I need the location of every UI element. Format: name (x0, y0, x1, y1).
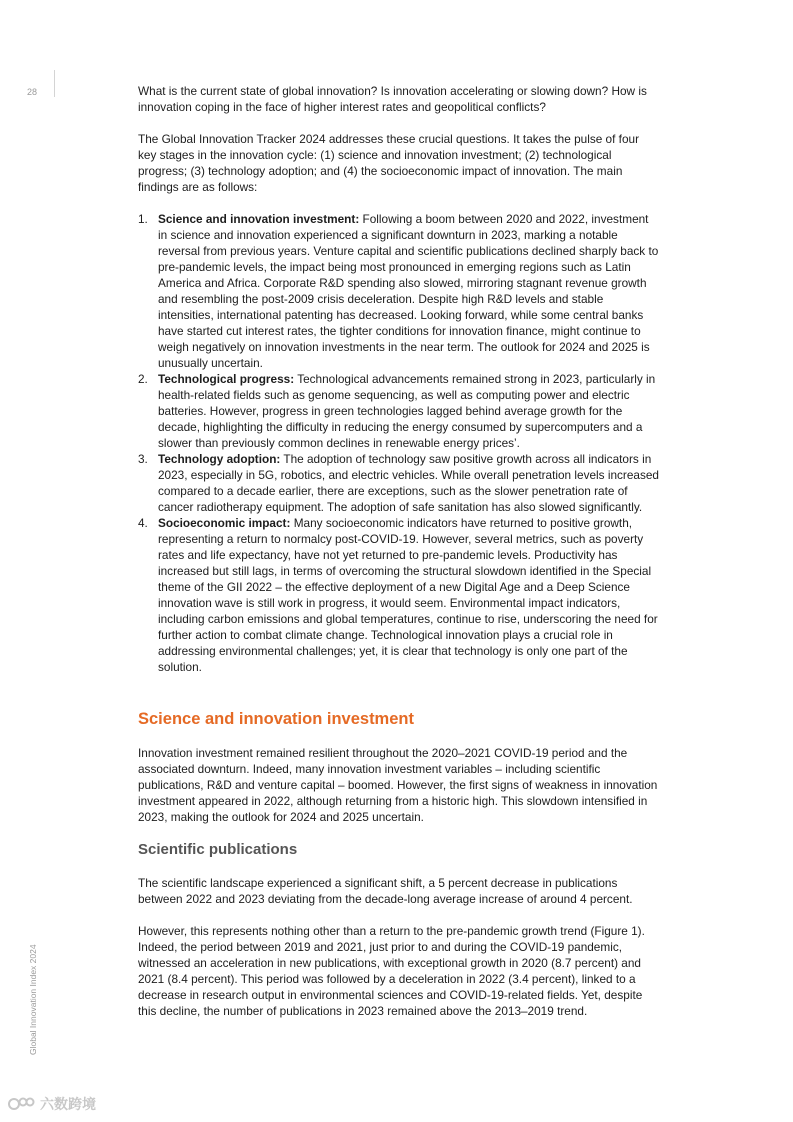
watermark-text: 六数跨境 (40, 1096, 96, 1112)
finding-number: 2. (138, 372, 148, 386)
watermark-logo-icon (8, 1096, 36, 1112)
finding-item (138, 451, 660, 515)
finding-item (138, 371, 660, 451)
finding-item (138, 211, 660, 371)
margin-divider (54, 70, 55, 97)
finding-title: Technological progress: (158, 372, 295, 386)
finding-number: 4. (138, 516, 148, 530)
finding-number: 1. (138, 212, 148, 226)
finding-title: Socioeconomic impact: (158, 516, 291, 530)
finding-title: Science and innovation investment: (158, 212, 360, 226)
main-content (138, 83, 660, 1035)
section-paragraph: Innovation investment remained resilient throughout the 2020–2021 COVID-19 period and the associated downturn. Indeed, many innovation investment variables – including scientific publications, R&D and venture capital – boomed. However, the first signs of weakness in innovation investment appeared in 2022, although returning from a historic high. This slowdown intensified in 2023, making the outlook for 2024 and 2025 uncertain. (138, 746, 658, 824)
finding-title: Technology adoption: (158, 452, 281, 466)
section-heading: Science and innovation investment (138, 710, 414, 728)
subsection-paragraph-2: However, this represents nothing other than a return to the pre-pandemic growth trend (Figure 1). Indeed, the period between 2019 and 2021, just prior to and during the COVID-19 pandemic, witnessed an acceleration in new publications, with exceptional growth in 2020 (8.7 percent) and 2021 (8.4 percent). This period was followed by a deceleration in 2022 (3.4 percent), linked to a decrease in research output in environmental sciences and COVID-19-related fields. Yet, despite this decline, the number of publications in 2023 remained above the 2013–2019 trend. (138, 924, 645, 1018)
findings-list (138, 211, 660, 675)
finding-number: 3. (138, 452, 148, 466)
finding-text: Following a boom between 2020 and 2022, investment in science and innovation experienced a significant downturn in 2023, marking a notable reversal from previous years. Venture capital and scientific publications declined sharply back to pre-pandemic levels, the impact being most pronounced in emerging regions such as Latin America and Africa. Corporate R&D spending also slowed, mirroring stagnant revenue growth and resembling the post-2009 crisis deceleration. Despite high R&D levels and stable intensities, international patenting has decreased. Looking forward, while some central banks have started cut interest rates, the tighter conditions for innovation finance, might continue to weigh negatively on innovation investments in the near term. The outlook for 2024 and 2025 is unusually uncertain. (158, 212, 659, 370)
intro-paragraph-2: The Global Innovation Tracker 2024 addresses these crucial questions. It takes the pulse of four key stages in the innovation cycle: (1) science and innovation investment; (2) technological progress; (3) technology adoption; and (4) the socioeconomic impact of innovation. The main findings are as follows: (138, 132, 639, 194)
finding-text: The adoption of technology saw positive growth across all indicators in 2023, especially in 5G, robotics, and electric vehicles. While overall penetration levels increased compared to a decade earlier, there are exceptions, such as the slower penetration rate of cancer radiotherapy equipment. The adoption of safe sanitation has also slowed significantly. (158, 452, 659, 514)
finding-text: Technological advancements remained strong in 2023, particularly in health-related fields such as genome sequencing, as well as computing power and electric batteries. However, progress in green technologies lagged behind average growth for the decade, highlighting the difficulty in reducing the energy consumed by supercomputers and a slower than previously common declines in renewable energy prices’. (158, 372, 656, 450)
intro-paragraph-1: What is the current state of global innovation? Is innovation accelerating or slowing down? How is innovation coping in the face of higher interest rates and geopolitical conflicts? (138, 84, 647, 114)
finding-item (138, 515, 660, 675)
subsection-paragraph-1: The scientific landscape experienced a significant shift, a 5 percent decrease in publications between 2022 and 2023 deviating from the decade-long average increase of around 4 percent. (138, 876, 633, 906)
running-side-title: Global Innovation Index 2024 (28, 944, 38, 1055)
finding-text: Many socioeconomic indicators have returned to positive growth, representing a return to normalcy post-COVID-19. However, several metrics, such as poverty rates and life expectancy, have not yet returned to pre-pandemic levels. Productivity has increased but still lags, in terms of overcoming the structural slowdown identified in the Special theme of the GII 2022 – the effective deployment of a new Digital Age and a Deep Science innovation wave is still work in progress, it would seem. Environmental impact indicators, including carbon emissions and global temperatures, continue to rise, underscoring the need for further action to combat climate change. Technological innovation plays a crucial role in addressing environmental challenges; yet, it is clear that technology is only one part of the solution. (158, 516, 658, 674)
subsection-heading: Scientific publications (138, 841, 298, 858)
watermark (8, 1094, 96, 1114)
page-number: 28 (27, 87, 38, 97)
